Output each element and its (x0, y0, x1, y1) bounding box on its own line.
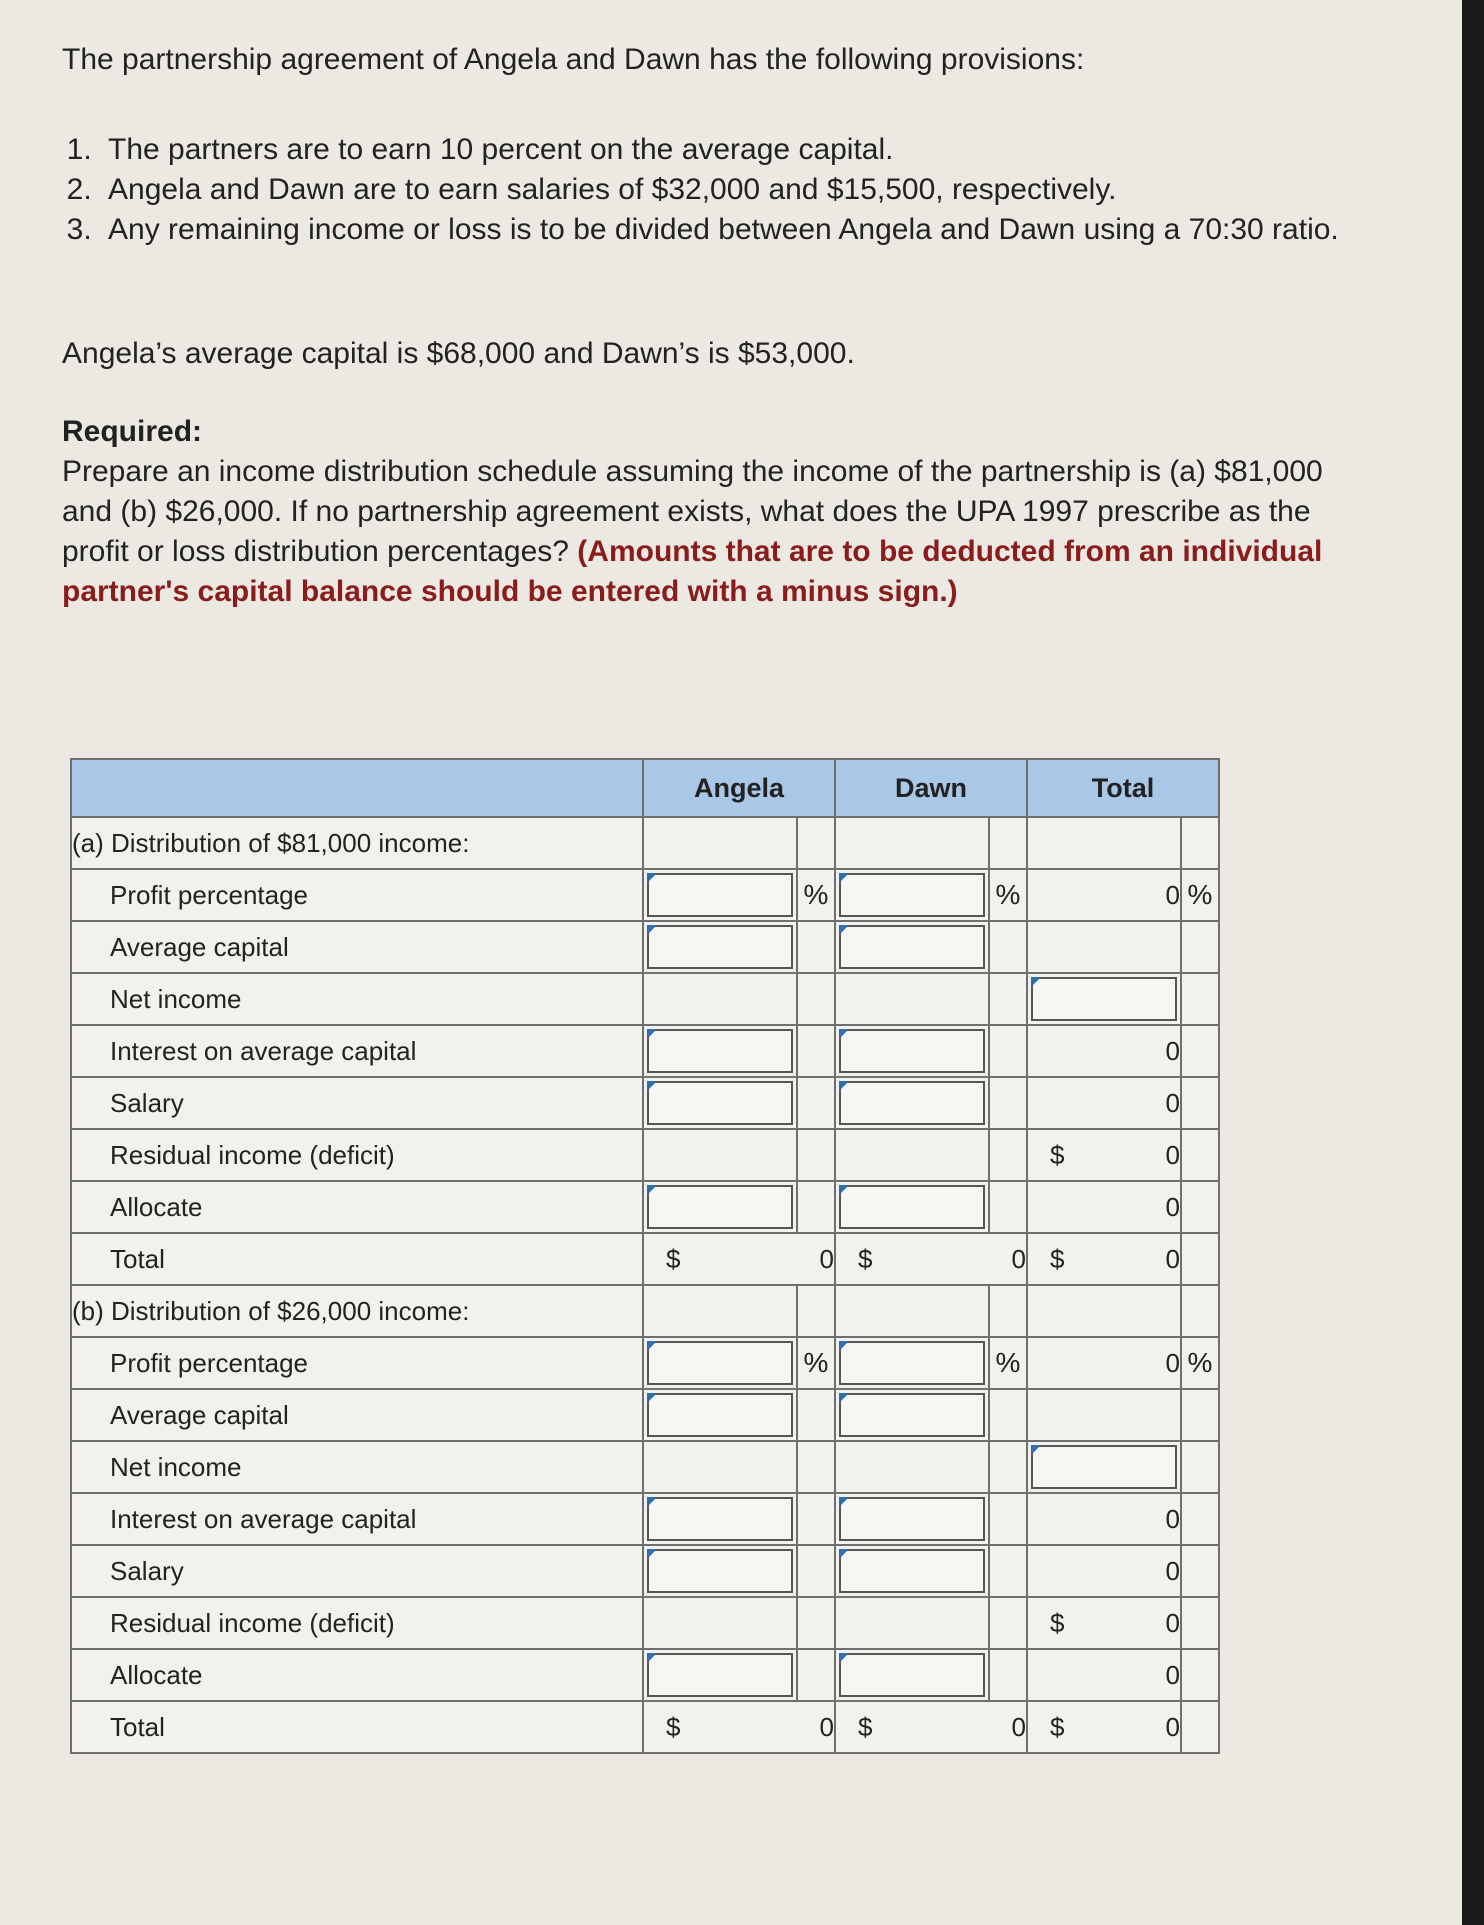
row-label: Profit percentage (71, 869, 643, 921)
dawn-allocate-input[interactable] (839, 1185, 985, 1229)
empty-cell (989, 1649, 1027, 1701)
cell (835, 1025, 989, 1077)
total-net-income-input[interactable] (1031, 1445, 1177, 1489)
dawn-salary-input[interactable] (839, 1081, 985, 1125)
row-label: Residual income (deficit) (71, 1129, 643, 1181)
empty-cell (643, 1285, 797, 1337)
cell (643, 1077, 797, 1129)
a-allocate-row (71, 1181, 1219, 1233)
pct-symbol: % (1181, 869, 1219, 921)
total-pct-value: 0 (1027, 1337, 1181, 1389)
b-interest-row (71, 1493, 1219, 1545)
angela-salary-input[interactable] (647, 1549, 793, 1593)
empty-cell (1181, 1285, 1219, 1337)
b-average-capital-row (71, 1389, 1219, 1441)
empty-cell (797, 1649, 835, 1701)
empty-cell (797, 1129, 835, 1181)
empty-cell (835, 1441, 989, 1493)
cell (835, 1337, 989, 1389)
cell (835, 1077, 989, 1129)
empty-cell (797, 1545, 835, 1597)
provision-item: 3. Any remaining income or loss is to be divided between Angela and Dawn using a 70:30 ratio. (100, 210, 1352, 250)
dawn-capital-input[interactable] (839, 1393, 985, 1437)
cell (835, 1493, 989, 1545)
row-label: Net income (71, 1441, 643, 1493)
header-dawn: Dawn (835, 759, 1027, 817)
row-label: Interest on average capital (71, 1493, 643, 1545)
angela-capital-input[interactable] (647, 925, 793, 969)
a-salary-row (71, 1077, 1219, 1129)
empty-cell (643, 1597, 797, 1649)
cell (643, 1545, 797, 1597)
row-label: Average capital (71, 921, 643, 973)
section-a-title: (a) Distribution of $81,000 income: (71, 817, 643, 869)
a-interest-row (71, 1025, 1219, 1077)
dollar-sign: $ (666, 1243, 681, 1274)
empty-cell (1181, 1597, 1219, 1649)
dawn-capital-input[interactable] (839, 925, 985, 969)
cell (1027, 973, 1181, 1025)
pct-symbol: % (1181, 1337, 1219, 1389)
angela-pct-input[interactable] (647, 1341, 793, 1385)
header-total: Total (1027, 759, 1219, 817)
empty-cell (1181, 1493, 1219, 1545)
cell (835, 1181, 989, 1233)
empty-cell (989, 921, 1027, 973)
row-label: Average capital (71, 1389, 643, 1441)
empty-cell (835, 1597, 989, 1649)
empty-cell (989, 1597, 1027, 1649)
dollar-sign: $ (858, 1243, 873, 1274)
provision-item: 2. Angela and Dawn are to earn salaries of $32,000 and $15,500, respectively. (100, 170, 1352, 210)
empty-cell (797, 1441, 835, 1493)
empty-cell (1181, 973, 1219, 1025)
empty-cell (643, 973, 797, 1025)
intro-text: The partnership agreement of Angela and Dawn has the following provisions: (62, 43, 1085, 76)
row-label: Total (71, 1233, 643, 1285)
angela-total-value: 0 (819, 1243, 834, 1274)
empty-cell (643, 817, 797, 869)
row-label: Net income (71, 973, 643, 1025)
angela-total-cell (643, 1233, 835, 1285)
section-b-title-row (71, 1285, 1219, 1337)
row-label: Salary (71, 1077, 643, 1129)
empty-cell (1181, 1181, 1219, 1233)
dollar-sign: $ (1050, 1711, 1065, 1742)
problem-statement (62, 40, 1352, 612)
row-label: Profit percentage (71, 1337, 643, 1389)
interest-total-value: 0 (1027, 1025, 1181, 1077)
empty-cell (1181, 1701, 1219, 1753)
cell (1027, 1441, 1181, 1493)
empty-cell (989, 1077, 1027, 1129)
section-b-title: (b) Distribution of $26,000 income: (71, 1285, 643, 1337)
a-net-income-row (71, 973, 1219, 1025)
row-label: Allocate (71, 1181, 643, 1233)
empty-cell (989, 1181, 1027, 1233)
b-allocate-row (71, 1649, 1219, 1701)
row-label: Residual income (deficit) (71, 1597, 643, 1649)
angela-allocate-input[interactable] (647, 1185, 793, 1229)
dawn-total-cell (835, 1701, 1027, 1753)
residual-total-cell (1027, 1129, 1181, 1181)
dollar-sign: $ (858, 1711, 873, 1742)
dawn-interest-input[interactable] (839, 1497, 985, 1541)
total-pct-value: 0 (1027, 869, 1181, 921)
empty-cell (835, 1285, 989, 1337)
empty-cell (1027, 921, 1181, 973)
allocate-total-value: 0 (1027, 1181, 1181, 1233)
empty-cell (643, 1441, 797, 1493)
empty-cell (1181, 1077, 1219, 1129)
dawn-interest-input[interactable] (839, 1029, 985, 1073)
provision-item: 1. The partners are to earn 10 percent on the average capital. (100, 130, 1352, 170)
row-label: Salary (71, 1545, 643, 1597)
dawn-salary-input[interactable] (839, 1549, 985, 1593)
a-profit-percentage-row (71, 869, 1219, 921)
a-residual-row (71, 1129, 1219, 1181)
dawn-total-cell (835, 1233, 1027, 1285)
empty-cell (989, 1389, 1027, 1441)
empty-cell (989, 1025, 1027, 1077)
empty-cell (797, 1181, 835, 1233)
cell (835, 1389, 989, 1441)
section-a-title-row (71, 817, 1219, 869)
grand-total-cell (1027, 1233, 1181, 1285)
dawn-total-value: 0 (1011, 1711, 1026, 1742)
row-label: Allocate (71, 1649, 643, 1701)
empty-cell (1181, 921, 1219, 973)
total-net-income-input[interactable] (1031, 977, 1177, 1021)
header-blank (71, 759, 643, 817)
angela-salary-input[interactable] (647, 1081, 793, 1125)
empty-cell (797, 1077, 835, 1129)
residual-total-value: 0 (1165, 1139, 1180, 1170)
dawn-pct-input[interactable] (839, 1341, 985, 1385)
cell (643, 1389, 797, 1441)
angela-allocate-input[interactable] (647, 1653, 793, 1697)
residual-total-value: 0 (1165, 1607, 1180, 1638)
pct-symbol: % (989, 869, 1027, 921)
required-body (62, 452, 1352, 612)
grand-total-value: 0 (1165, 1711, 1180, 1742)
cell (643, 921, 797, 973)
pct-symbol: % (797, 869, 835, 921)
empty-cell (1027, 1285, 1181, 1337)
cell (643, 1181, 797, 1233)
grand-total-value: 0 (1165, 1243, 1180, 1274)
b-total-row (71, 1701, 1219, 1753)
cell (643, 1493, 797, 1545)
empty-cell (797, 1025, 835, 1077)
dollar-sign: $ (666, 1711, 681, 1742)
empty-cell (1181, 1129, 1219, 1181)
empty-cell (797, 1389, 835, 1441)
interest-total-value: 0 (1027, 1493, 1181, 1545)
empty-cell (1181, 1441, 1219, 1493)
empty-cell (1181, 1389, 1219, 1441)
dawn-total-value: 0 (1011, 1243, 1026, 1274)
b-net-income-row (71, 1441, 1219, 1493)
cell (643, 1025, 797, 1077)
empty-cell (797, 1597, 835, 1649)
required-text: Prepare an income distribution schedule assuming the income of the partnership is (a) $81,000 and (b) $26,000. If no partnership agreement exists, what does the UPA 1997 prescribe as the profit or loss distribution percentages? (62, 455, 1323, 568)
cell (835, 1545, 989, 1597)
empty-cell (989, 1545, 1027, 1597)
allocate-total-value: 0 (1027, 1649, 1181, 1701)
b-residual-row (71, 1597, 1219, 1649)
cell (835, 869, 989, 921)
empty-cell (989, 973, 1027, 1025)
row-label: Interest on average capital (71, 1025, 643, 1077)
cell (643, 869, 797, 921)
empty-cell (1027, 1389, 1181, 1441)
a-average-capital-row (71, 921, 1219, 973)
right-edge-shadow (1462, 0, 1484, 1925)
empty-cell (1181, 1233, 1219, 1285)
angela-total-cell (643, 1701, 835, 1753)
pct-symbol: % (797, 1337, 835, 1389)
dollar-sign: $ (1050, 1139, 1065, 1170)
empty-cell (1181, 1545, 1219, 1597)
dollar-sign: $ (1050, 1607, 1065, 1638)
b-profit-percentage-row (71, 1337, 1219, 1389)
empty-cell (835, 817, 989, 869)
cell (835, 1649, 989, 1701)
empty-cell (989, 817, 1027, 869)
empty-cell (835, 973, 989, 1025)
angela-capital-input[interactable] (647, 1393, 793, 1437)
header-angela: Angela (643, 759, 835, 817)
capital-text: Angela’s average capital is $68,000 and Dawn’s is $53,000. (62, 337, 855, 370)
empty-cell (643, 1129, 797, 1181)
empty-cell (989, 1129, 1027, 1181)
residual-total-cell (1027, 1597, 1181, 1649)
cell (643, 1649, 797, 1701)
angela-interest-input[interactable] (647, 1497, 793, 1541)
income-distribution-table (70, 758, 1220, 1754)
empty-cell (1181, 1649, 1219, 1701)
empty-cell (797, 1493, 835, 1545)
row-label: Total (71, 1701, 643, 1753)
empty-cell (1027, 817, 1181, 869)
header-row (71, 759, 1219, 817)
empty-cell (797, 1285, 835, 1337)
salary-total-value: 0 (1027, 1545, 1181, 1597)
pct-symbol: % (989, 1337, 1027, 1389)
required-title: Required: (62, 415, 203, 448)
required-emphasis: (Amounts that are to be deducted from an individual partner's capital balance should be entered with a minus sign.) (62, 535, 1323, 608)
dawn-pct-input[interactable] (839, 873, 985, 917)
empty-cell (1181, 817, 1219, 869)
empty-cell (797, 921, 835, 973)
dollar-sign: $ (1050, 1243, 1065, 1274)
empty-cell (989, 1285, 1027, 1337)
empty-cell (1181, 1025, 1219, 1077)
provisions-list (62, 130, 1352, 250)
grand-total-cell (1027, 1701, 1181, 1753)
angela-pct-input[interactable] (647, 873, 793, 917)
dawn-allocate-input[interactable] (839, 1653, 985, 1697)
cell (835, 921, 989, 973)
angela-total-value: 0 (819, 1711, 834, 1742)
empty-cell (797, 973, 835, 1025)
cell (643, 1337, 797, 1389)
empty-cell (797, 817, 835, 869)
empty-cell (835, 1129, 989, 1181)
salary-total-value: 0 (1027, 1077, 1181, 1129)
empty-cell (989, 1493, 1027, 1545)
b-salary-row (71, 1545, 1219, 1597)
empty-cell (989, 1441, 1027, 1493)
angela-interest-input[interactable] (647, 1029, 793, 1073)
a-total-row (71, 1233, 1219, 1285)
